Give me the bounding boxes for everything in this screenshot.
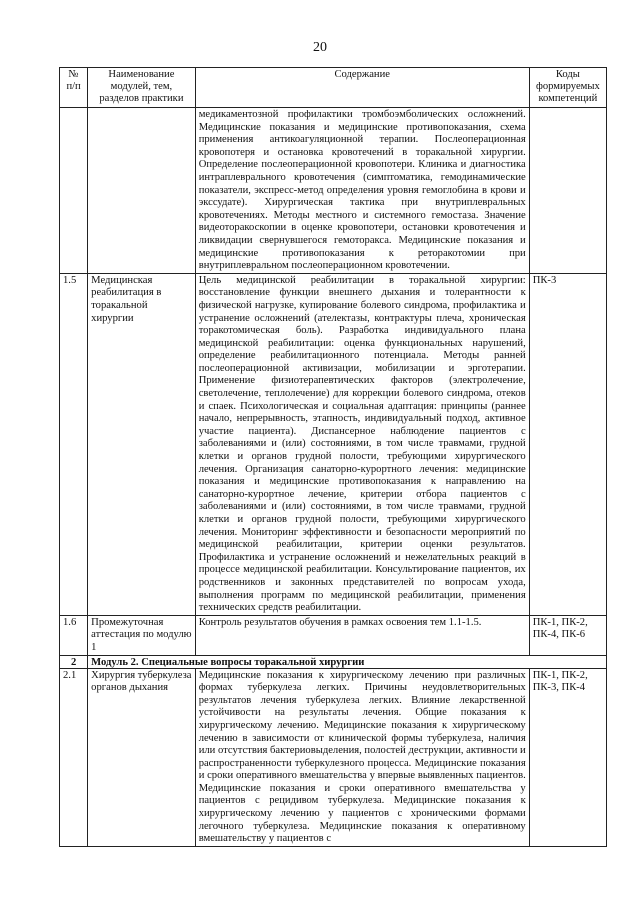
row-content: Контроль результатов обучения в рамках освоения тем 1.1-1.5. — [195, 615, 529, 655]
module-num: 2 — [60, 655, 88, 668]
header-content: Содержание — [195, 68, 529, 108]
table-row — [60, 108, 607, 274]
row-num: 2.1 — [60, 668, 88, 846]
row-codes: ПК-1, ПК-2, ПК-4, ПК-6 — [529, 615, 606, 655]
table-header-row — [60, 68, 607, 108]
row-content: Медицинские показания к хирургическому лечению при различных формах туберкулеза легких. Причины неудовлетворительных результатов лечения туберкулеза легких. Влияние лекарственной устойчивости на результаты лечения. Общие показания к хирургическому лечению. Медицинские показания к хирургическому лечению в зависимости от клинической формы туберкулеза, наличия или отсутствия бактериовыделения, полостей деструкции, активности и распространенности туберкулезного процесса. Медицинские показания и сроки оперативного вмешательства у впервые выявленных пациентов. Медицинские показания и сроки оперативного вмешательства у пациентов с рецидивом туберкулеза. Медицинские показания к хирургическому лечению у пациентов с хроническими формами легочного туберкулеза. Медицинские показания к оперативному вмешательству у пациентов с — [195, 668, 529, 846]
row-content: медикаментозной профилактики тромбоэмболических осложнений. Медицинские показания и медицинские противопоказания, схема применения антикоагуляционной терапии. Послеоперационная кровопотеря и остановка кровотечений в торакальной хирургии. Определение послеоперационной кровопотери. Клиника и диагностика интраплеврального кровотечения (симптоматика, гемодинамические показатели, экспресс-метод определения уровня гемоглобина в крови и экссудате). Хирургическая тактика при внутриплевральных кровотечениях. Методы местного и системного гемостаза. Значение видеоторакоскопии в оценке кровопотери, остановки кровотечения и ликвидации свернувшегося гемоторакса. Медицинские показания и медицинские противопоказания к реторакотомии при внутриплевральном послеоперационном кровотечении. — [195, 108, 529, 274]
curriculum-table — [59, 67, 607, 847]
header-num: № п/п — [60, 68, 88, 108]
row-num — [60, 108, 88, 274]
header-name: Наименование модулей, тем, разделов практики — [88, 68, 196, 108]
row-name — [88, 108, 196, 274]
header-codes: Коды формируемых компетенций — [529, 68, 606, 108]
row-num: 1.6 — [60, 615, 88, 655]
row-codes: ПК-1, ПК-2, ПК-3, ПК-4 — [529, 668, 606, 846]
table-row — [60, 668, 607, 846]
row-content: Цель медицинской реабилитации в торакальной хирургии: восстановление функции внешнего дыхания и толерантности к физической нагрузке, купирование болевого синдрома, профилактика и устранение осложнений (ателектазы, контрактуры плеча, хроническая торакотомическая боль). Разработка индивидуального плана медицинской реабилитации: оценка функциональных нарушений, определение реабилитационного потенциала. Методы ранней послеоперационной активизации, мобилизации и эрготерапии. Применение физиотерапевтических факторов (электролечение, светолечение, теплолечение) для коррекции болевого синдрома, отеков и спаек. Психологическая и социальная адаптация: принципы (раннее начало, непрерывность, этапность, индивидуальный подход, активное участие пациента). Диспансерное наблюдение пациентов с заболеваниями и (или) состояниями, в том числе травмами, грудной клетки и органов грудной полости, требующими хирургического лечения. Организация санаторно-курортного лечения: медицинские показания и медицинские противопоказания к направлению на санаторно-курортное лечение, критерии отбора пациентов с заболеваниями и (или) состояниями, в том числе травмами, грудной клетки и органов грудной полости, требующими хирургического лечения. Мониторинг эффективности и безопасности мероприятий по медицинской реабилитации, критерии оценки результатов. Профилактика и устранение осложнений и нежелательных реакций в процессе медицинской реабилитации. Консультирование пациентов, их родственников и законных представителей по вопросам ухода, выполнения программ по медицинской реабилитации, применения технических средств реабилитации. — [195, 273, 529, 615]
row-name: Промежуточная аттестация по модулю 1 — [88, 615, 196, 655]
row-codes — [529, 108, 606, 274]
table-row — [60, 273, 607, 615]
row-name: Хирургия туберкулеза органов дыхания — [88, 668, 196, 846]
module-title: Модуль 2. Специальные вопросы торакальной хирургии — [88, 655, 607, 668]
row-name: Медицинская реабилитация в торакальной хирургии — [88, 273, 196, 615]
row-num: 1.5 — [60, 273, 88, 615]
module-row — [60, 655, 607, 668]
table-row — [60, 615, 607, 655]
row-codes: ПК-3 — [529, 273, 606, 615]
page-number: 20 — [313, 40, 327, 55]
